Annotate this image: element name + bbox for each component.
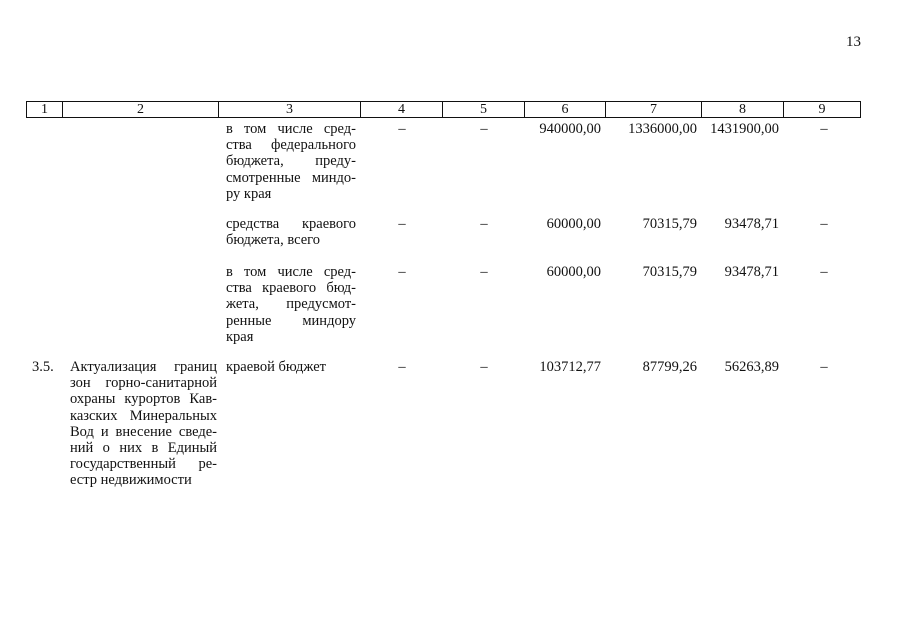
row-3-col-7: 70315,79 [642,264,697,280]
row-4-col-7: 87799,26 [642,359,697,375]
row-1-col-5: – [480,121,488,137]
row-1-col-4: – [398,121,406,137]
row-1-source: в том числе сред-ства федерального бюджета, преду-смотренные миндо-ру края [226,121,356,202]
row-1-col-6: 940000,00 [539,121,601,137]
header-col-6: 6 [525,101,606,118]
header-col-7: 7 [606,101,702,118]
row-4-col-6: 103712,77 [539,359,601,375]
row-1-col-8: 1431900,00 [710,121,779,137]
row-4-number: 3.5. [32,359,54,375]
row-3-source: в том числе сред-ства краевого бюд-жета, предусмот-ренные миндору края [226,264,356,345]
header-col-2: 2 [63,101,219,118]
row-2-source: средства краевого бюджета, всего [226,216,356,249]
header-col-8: 8 [702,101,784,118]
header-col-3: 3 [219,101,361,118]
header-col-9: 9 [784,101,861,118]
row-2-col-8: 93478,71 [724,216,779,232]
header-col-5: 5 [443,101,525,118]
row-4-col-4: – [398,359,406,375]
row-4-source: краевой бюджет [226,359,326,375]
row-4-col-5: – [480,359,488,375]
row-2-col-7: 70315,79 [642,216,697,232]
row-4-col-9: – [820,359,828,375]
row-2-col-4: – [398,216,406,232]
row-3-col-8: 93478,71 [724,264,779,280]
row-4-measure: Актуализация границ зон горно-санитарной охраны курортов Кав-казских Минеральных Вод и внесение сведе-ний о них в Единый государственный ре-естр недвижимости [70,359,217,489]
row-2-col-5: – [480,216,488,232]
row-1-col-9: – [820,121,828,137]
row-4-col-8: 56263,89 [724,359,779,375]
row-3-col-4: – [398,264,406,280]
row-1-col-7: 1336000,00 [628,121,697,137]
row-3-col-5: – [480,264,488,280]
row-2-col-9: – [820,216,828,232]
row-3-col-6: 60000,00 [546,264,601,280]
row-2-col-6: 60000,00 [546,216,601,232]
page-number: 13 [846,34,861,50]
header-col-4: 4 [361,101,443,118]
header-col-1: 1 [26,101,63,118]
row-3-col-9: – [820,264,828,280]
